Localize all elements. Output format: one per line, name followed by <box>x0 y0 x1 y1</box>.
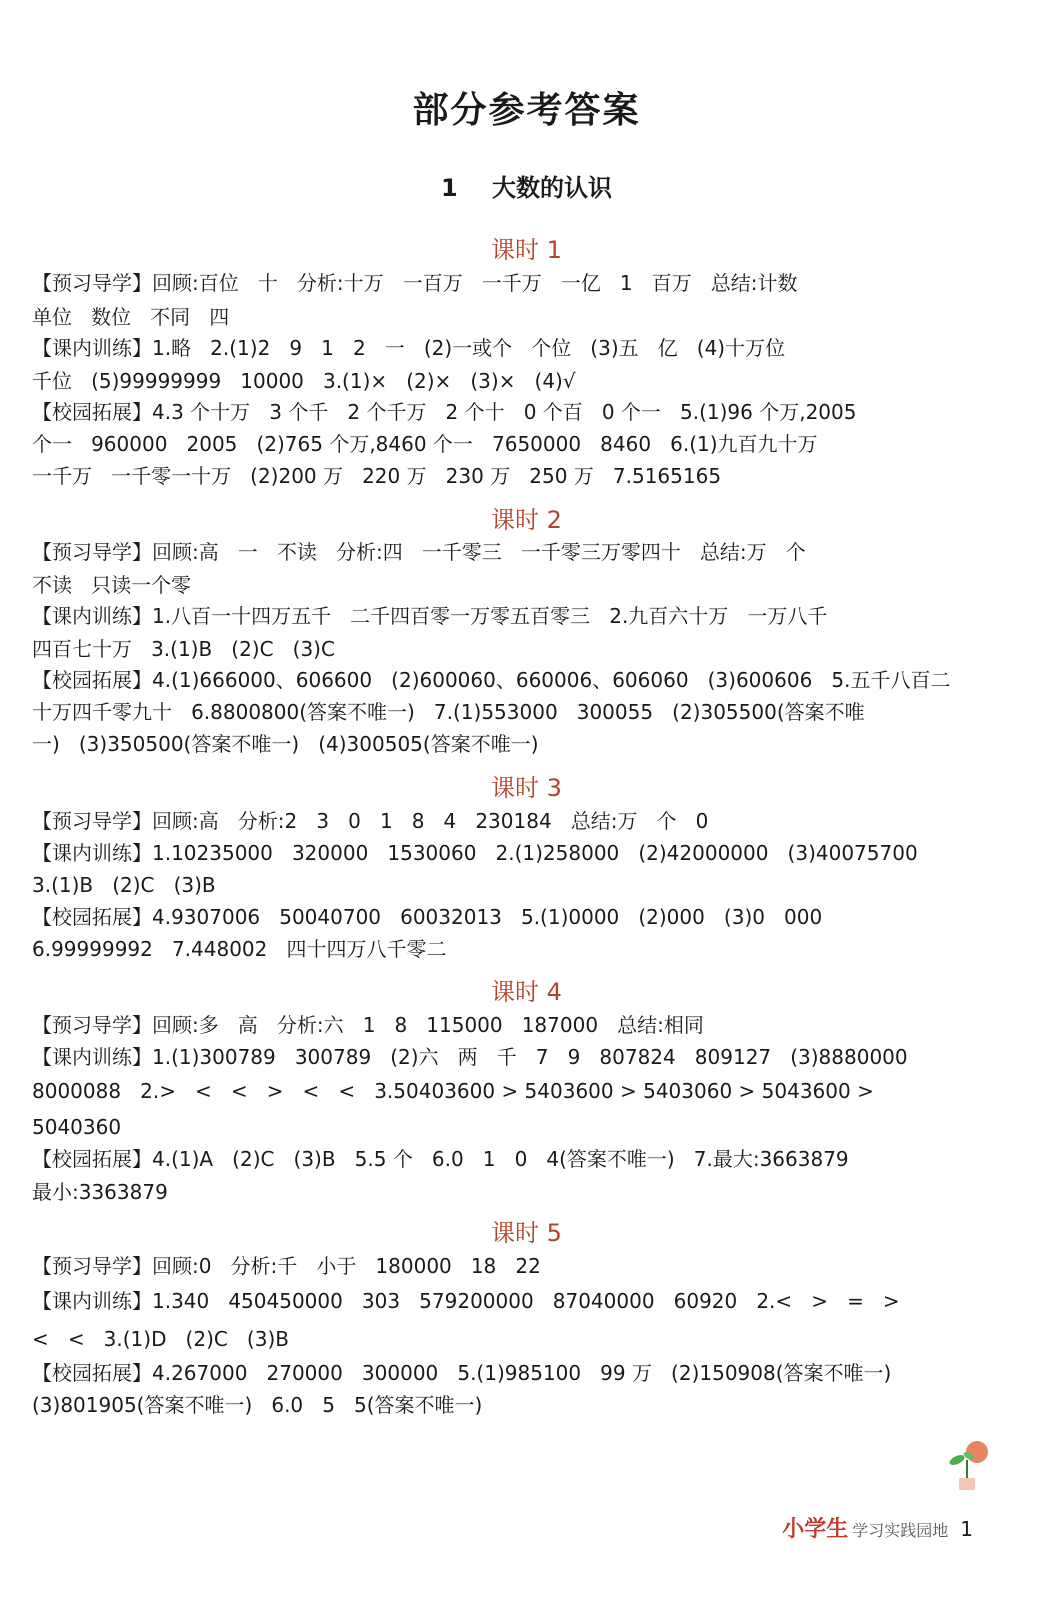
answer-line: 【课内训练】1.(1)300789 300789 (2)六 两 千 7 9 807824 809127 (3)8880000 <box>32 1045 908 1069</box>
answer-line: 【课内训练】1.八百一十四万五千 二千四百零一万零五百零三 2.九百六十万 一万八千 <box>32 604 828 628</box>
sprout-icon <box>939 1436 995 1492</box>
answer-line: (3)801905(答案不唯一) 6.0 5 5(答案不唯一) <box>32 1393 483 1417</box>
answer-line: 【预习导学】回顾:0 分析:千 小于 180000 18 22 <box>32 1254 541 1278</box>
lesson-heading: 课时 3 <box>491 774 562 802</box>
chapter-name: 大数的认识 <box>492 174 613 202</box>
answer-line: 千位 (5)99999999 10000 3.(1)× (2)× (3)× (4)√ <box>32 369 576 393</box>
lesson-heading: 课时 2 <box>491 506 562 534</box>
answer-line: 【校园拓展】4.(1)A (2)C (3)B 5.5 个 6.0 1 0 4(答案不唯一) 7.最大:3663879 <box>32 1147 849 1171</box>
answer-line: 6.99999992 7.448002 四十四万八千零二 <box>32 937 447 961</box>
answer-line: 【校园拓展】4.(1)666000、606600 (2)600060、660006、606060 (3)600606 5.五千八百二 <box>32 668 951 692</box>
lesson-heading: 课时 4 <box>491 978 562 1006</box>
answer-line: 单位 数位 不同 四 <box>32 305 230 329</box>
answer-line: 【校园拓展】4.9307006 50040700 60032013 5.(1)0000 (2)000 (3)0 000 <box>32 905 823 929</box>
answer-line: 【预习导学】回顾:多 高 分析:六 1 8 115000 187000 总结:相同 <box>32 1013 704 1037</box>
page-title: 部分参考答案 <box>412 90 641 131</box>
answer-line: 【预习导学】回顾:百位 十 分析:十万 一百万 一千万 一亿 1 百万 总结:计数 <box>32 271 798 295</box>
footer <box>782 1512 973 1543</box>
chapter-title <box>0 168 1053 203</box>
brand-main: 小学生 <box>782 1517 849 1542</box>
answer-line: 【预习导学】回顾:高 分析:2 3 0 1 8 4 230184 总结:万 个 0 <box>32 809 709 833</box>
answer-line: 个一 960000 2005 (2)765 个万,8460 个一 7650000 8460 6.(1)九百九十万 <box>32 432 818 456</box>
page-number: 1 <box>960 1517 973 1541</box>
answer-line: 3.(1)B (2)C (3)B <box>32 873 216 897</box>
answer-line: 【课内训练】1.略 2.(1)2 9 1 2 一 (2)一或个 个位 (3)五 亿 (4)十万位 <box>32 336 786 360</box>
answer-line: 一) (3)350500(答案不唯一) (4)300505(答案不唯一) <box>32 732 539 756</box>
lesson-heading: 课时 5 <box>491 1219 562 1247</box>
answer-line: 5040360 <box>32 1115 122 1139</box>
answer-line: 一千万 一千零一十万 (2)200 万 220 万 230 万 250 万 7.5165165 <box>32 464 722 488</box>
answer-line: 【校园拓展】4.267000 270000 300000 5.(1)985100 99 万 (2)150908(答案不唯一) <box>32 1361 892 1385</box>
answer-line: 【校园拓展】4.3 个十万 3 个千 2 个千万 2 个十 0 个百 0 个一 5.(1)96 个万,2005 <box>32 400 857 424</box>
answer-line: 十万四千零九十 6.8800800(答案不唯一) 7.(1)553000 300055 (2)305500(答案不唯 <box>32 700 865 724</box>
answer-line: 【预习导学】回顾:高 一 不读 分析:四 一千零三 一千零三万零四十 总结:万 个 <box>32 540 806 564</box>
answer-line: 最小:3363879 <box>32 1180 168 1204</box>
answer-line: 【课内训练】1.340 450450000 303 579200000 87040000 60920 2.< > = > <box>32 1289 900 1313</box>
lesson-heading: 课时 1 <box>491 236 562 264</box>
brand-sub: 学习实践园地 <box>852 1521 949 1540</box>
answer-line: 【课内训练】1.10235000 320000 1530060 2.(1)258000 (2)42000000 (3)40075700 <box>32 841 918 865</box>
answer-line: 四百七十万 3.(1)B (2)C (3)C <box>32 637 335 661</box>
chapter-number: 1 <box>440 174 458 202</box>
answer-line: < < 3.(1)D (2)C (3)B <box>32 1327 289 1351</box>
answer-line: 8000088 2.> < < > < < 3.50403600 > 5403600 > 5403060 > 5043600 > <box>32 1079 874 1103</box>
answer-line: 不读 只读一个零 <box>32 573 192 597</box>
